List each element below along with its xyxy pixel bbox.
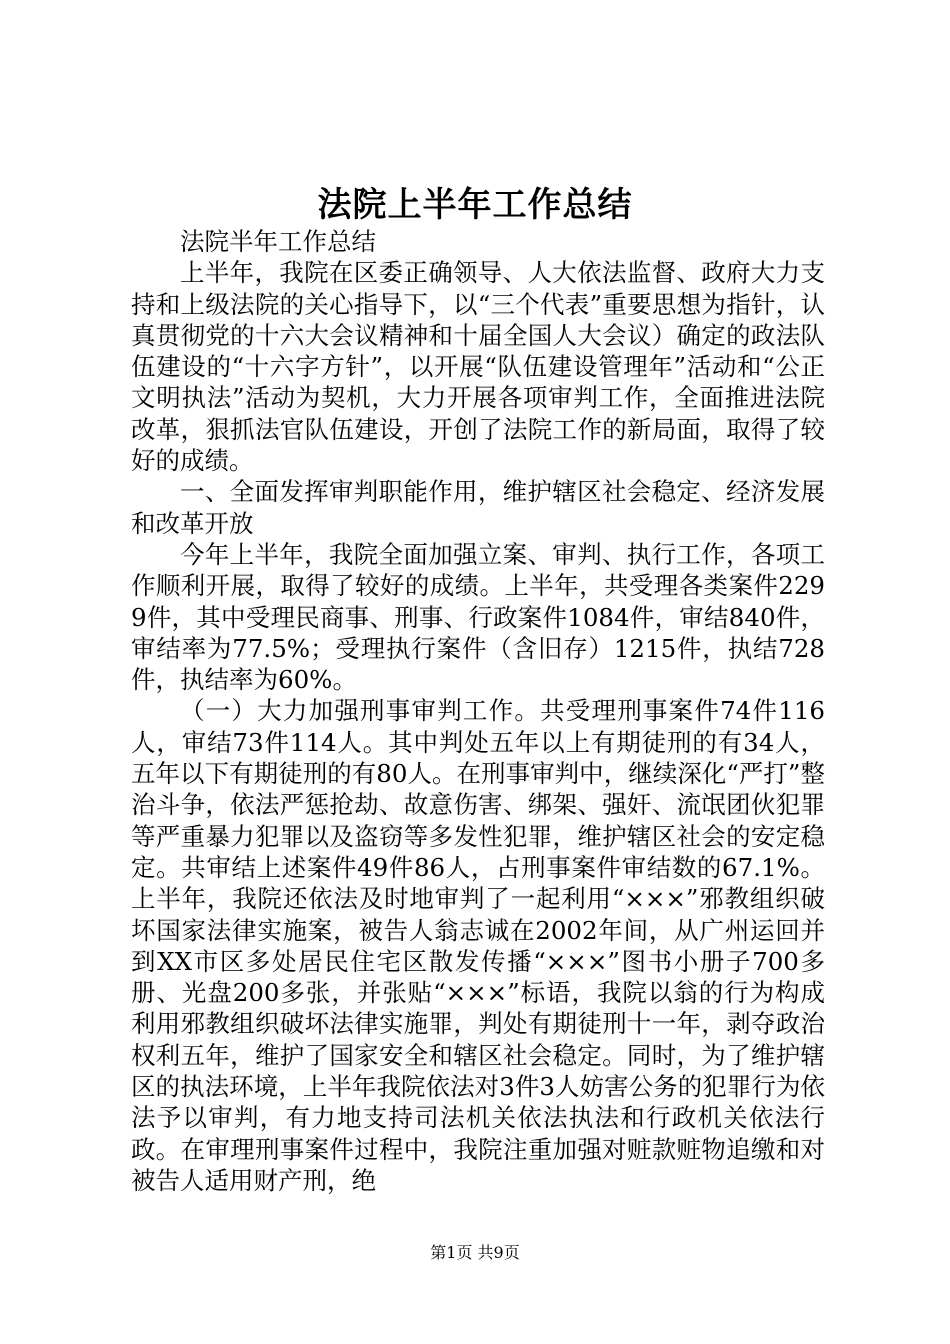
document-body xyxy=(131,226,825,1196)
paragraph-subtitle: 法院半年工作总结 xyxy=(180,227,376,256)
page-number-footer: 第1页 共9页 xyxy=(430,1243,520,1262)
paragraph-criminal-trial: （一）大力加强刑事审判工作。共受理刑事案件74件116人，审结73件114人。其中判处五年以上有期徒刑的有34人，五年以下有期徒刑的有80人。在刑事审判中，继续深化“严打”整治斗争，依法严惩抢劫、故意伤害、绑架、强奸、流氓团伙犯罪等严重暴力犯罪以及盗窃等多发性犯罪，维护辖区社会的安定稳定。共审结上述案件49件86人，占刑事案件审结数的67.1%。上半年，我院还依法及时地审判了一起利用“×××”邪教组织破坏国家法律实施案，被告人翁志诚在2002年间，从广州运回并到XX市区多处居民住宅区散发传播“×××”图书小册子700多册、光盘200多张，并张贴“×××”标语，我院以翁的行为构成利用邪教组织破坏法律实施罪，判处有期徒刑十一年，剥夺政治权利五年，维护了国家安全和辖区社会稳定。同时，为了维护辖区的执法环境，上半年我院依法对3件3人妨害公务的犯罪行为依法予以审判，有力地支持司法机关依法执法和行政机关依法行政。在审理刑事案件过程中，我院注重加强对赃款赃物追缴和对被告人适用财产刑，绝 xyxy=(131,696,825,1195)
document-title: 法院上半年工作总结 xyxy=(317,185,633,225)
paragraph-section-heading: 一、全面发挥审判职能作用，维护辖区社会稳定、经济发展和改革开放 xyxy=(131,477,825,538)
paragraph-case-summary: 今年上半年，我院全面加强立案、审判、执行工作，各项工作顺利开展，取得了较好的成绩。上半年，共受理各类案件2299件，其中受理民商事、刑事、行政案件1084件，审结840件，审结率为77.5%；受理执行案件（含旧存）1215件，执结728件，执结率为60%。 xyxy=(131,539,825,695)
paragraph-intro: 上半年，我院在区委正确领导、人大依法监督、政府大力支持和上级法院的关心指导下，以“三个代表”重要思想为指针，认真贯彻党的十六大会议精神和十届全国人大会议）确定的政法队伍建设的“十六字方针”，以开展“队伍建设管理年”活动和“公正文明执法”活动为契机，大力开展各项审判工作，全面推进法院改革，狠抓法官队伍建设，开创了法院工作的新局面，取得了较好的成绩。 xyxy=(131,258,825,476)
